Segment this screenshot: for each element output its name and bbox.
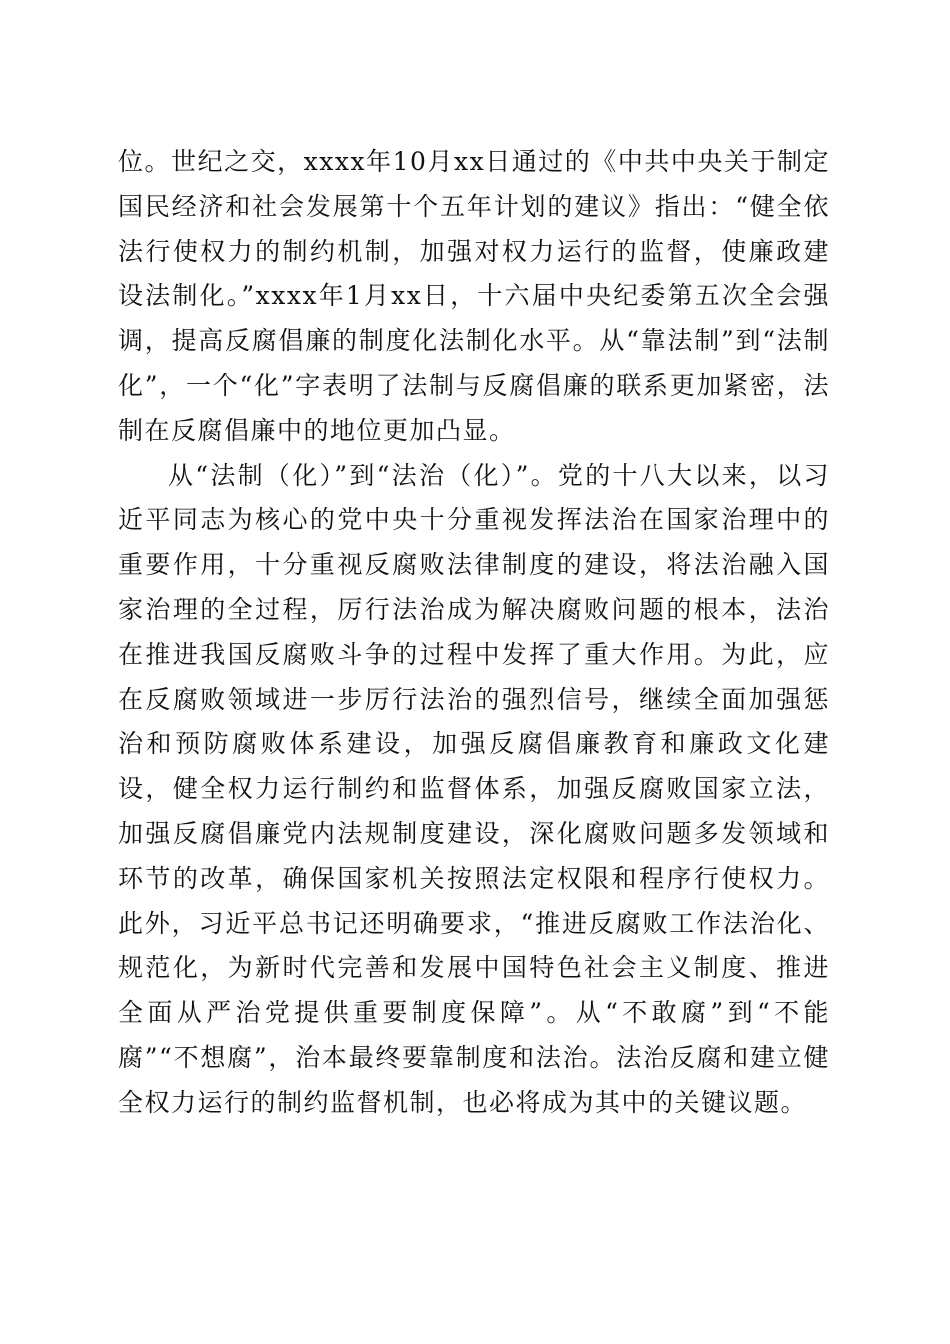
paragraph-rule-of-law: 从“法制（化）”到“法治（化）”。党的十八大以来，以习近平同志为核心的党中央十分重视发挥法治在国家治理中的重要作用，十分重视反腐败法律制度的建设，将法治融入国家治理的全过程，厉行法治成为解决腐败问题的根本，法治在推进我国反腐败斗争的过程中发挥了重大作用。为此，应在反腐败领域进一步厉行法治的强烈信号，继续全面加强惩治和预防腐败体系建设，加强反腐倡廉教育和廉政文化建设，健全权力运行制约和监督体系，加强反腐败国家立法，加强反腐倡廉党内法规制度建设，深化腐败问题多发领域和环节的改革，确保国家机关按照法定权限和程序行使权力。此外，习近平总书记还明确要求，“推进反腐败工作法治化、规范化，为新时代完善和发展中国特色社会主义制度、推进全面从严治党提供重要制度保障”。从“不敢腐”到“不能腐”“不想腐”，治本最终要靠制度和法治。法治反腐和建立健全权力运行的制约监督机制，也必将成为其中的关键议题。 — [118, 460, 830, 1117]
paragraph-continuation: 位。世纪之交，xxxx年10月xx日通过的《中共中央关于制定国民经济和社会发展第十个五年计划的建议》指出：“健全依法行使权力的制约机制，加强对权力运行的监督，使廉政建设法制化。”xxxx年1月xx日，十六届中央纪委第五次全会强调，提高反腐倡廉的制度化法制化水平。从“靠法制”到“法制化”，一个“化”字表明了法制与反腐倡廉的联系更加紧密，法制在反腐倡廉中的地位更加凸显。 — [118, 147, 830, 445]
document-body — [118, 140, 830, 1126]
